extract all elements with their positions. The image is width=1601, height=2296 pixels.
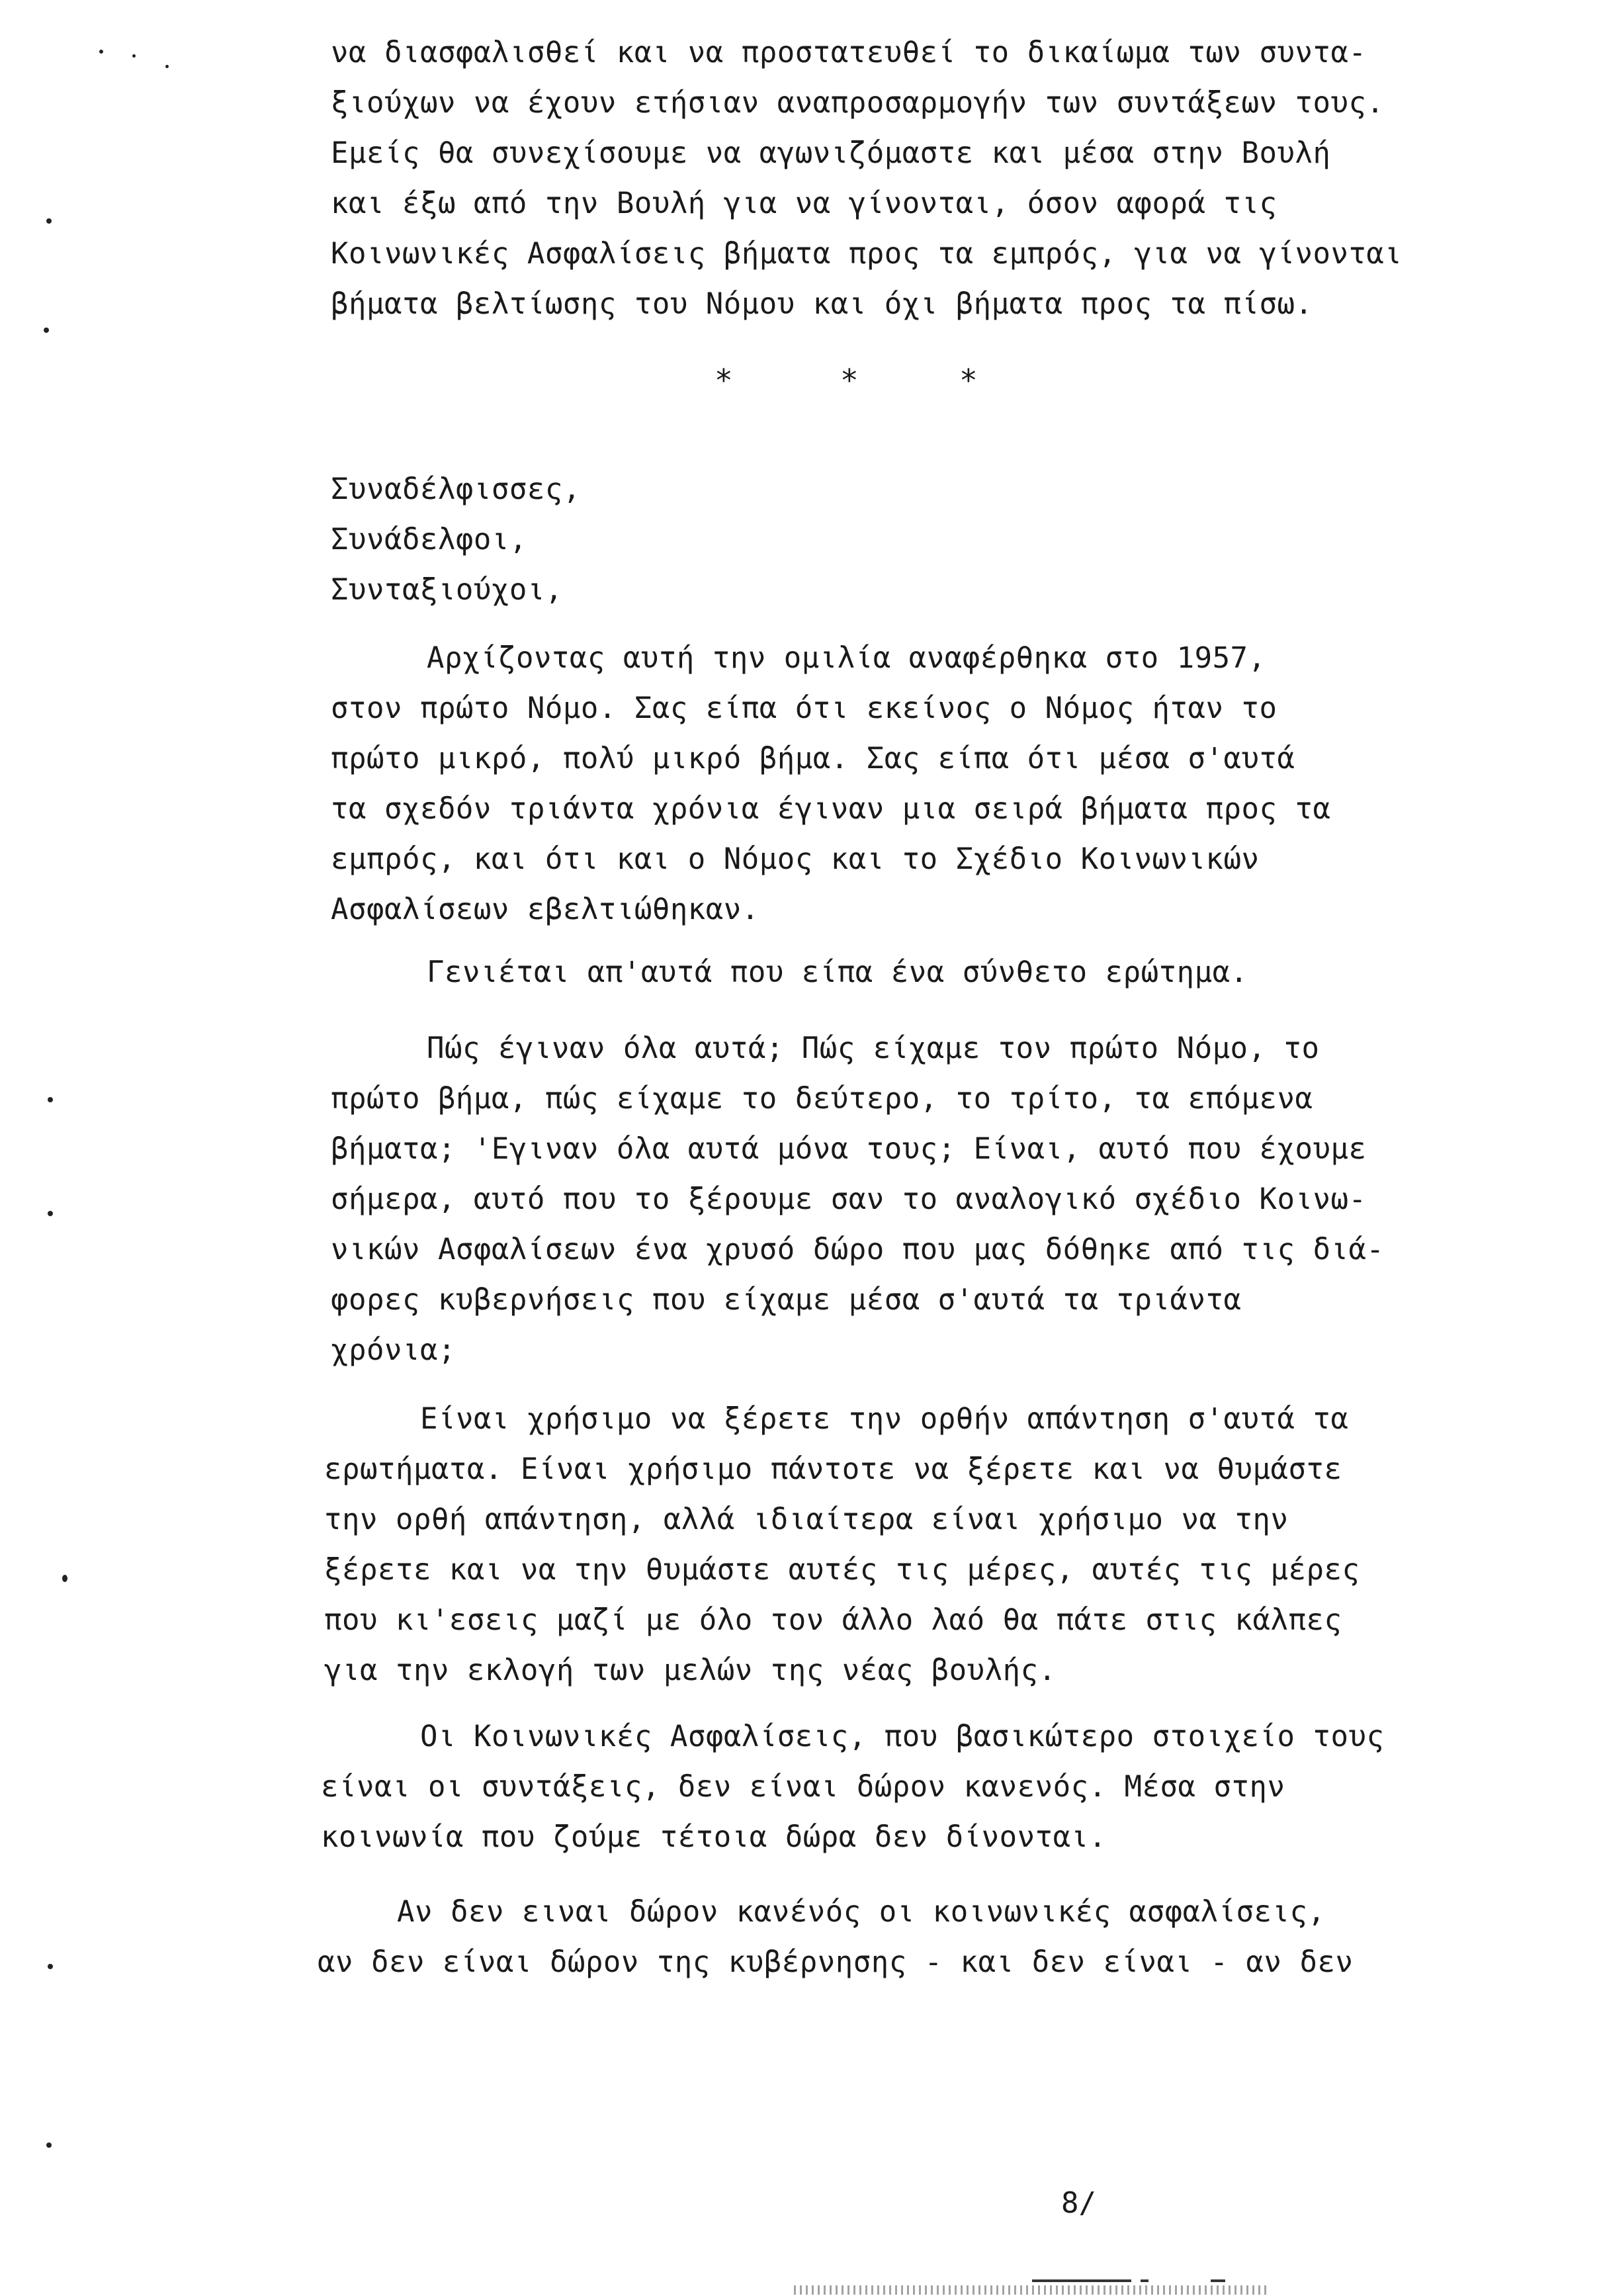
text-line: Ασφαλίσεων εβελτιώθηκαν. xyxy=(331,893,759,926)
page-number: 8/ xyxy=(1061,2186,1096,2220)
text-line: να διασφαλισθεί και να προστατευθεί το δικαίωμα των συντα- xyxy=(331,36,1367,69)
text-line: ξιούχων να έχουν ετήσιαν αναπροσαρμογήν των συντάξεων τους. xyxy=(331,86,1385,120)
text-line: τα σχεδόν τριάντα χρόνια έγιναν μια σειρά βήματα προς τα xyxy=(331,792,1331,826)
scan-speck xyxy=(99,50,103,54)
text-line: αν δεν είναι δώρον της κυβέρνησης - και δεν είναι - αν δεν xyxy=(318,1945,1354,1979)
text-line: σήμερα, αυτό που το ξέρουμε σαν το αναλογικό σχέδιο Κοινω- xyxy=(331,1182,1367,1216)
text-line: βήματα βελτίωσης του Νόμου και όχι βήματα προς τα πίσω. xyxy=(331,287,1313,321)
scan-speck xyxy=(46,218,52,224)
scan-noise xyxy=(794,2285,1270,2295)
text-line: Εμείς θα συνεχίσουμε να αγωνιζόμαστε και μέσα στην Βουλή xyxy=(331,136,1331,170)
scan-speck xyxy=(44,328,49,333)
text-line: την ορθή απάντηση, αλλά ιδιαίτερα είναι χρήσιμο να την xyxy=(324,1503,1289,1536)
text-line: πρώτο μικρό, πολύ μικρό βήμα. Σας είπα ότι μέσα σ'αυτά xyxy=(331,742,1295,775)
separator-star: * xyxy=(714,363,733,398)
text-line: για την εκλογή των μελών της νέας βουλής. xyxy=(324,1654,1057,1687)
text-line: χρόνια; xyxy=(331,1333,456,1367)
separator-star: * xyxy=(840,363,859,398)
text-line: νικών Ασφαλίσεων ένα χρυσό δώρο που μας δόθηκε από τις διά- xyxy=(331,1233,1385,1266)
text-line: είναι οι συντάξεις, δεν είναι δώρον κανενός. Μέσα στην xyxy=(321,1770,1285,1804)
scan-speck xyxy=(48,1097,53,1102)
text-line: Είναι χρήσιμο να ξέρετε την ορθήν απάντηση σ'αυτά τα xyxy=(420,1402,1349,1436)
scan-mark xyxy=(1211,2279,1225,2282)
scan-speck xyxy=(48,1964,53,1969)
scan-speck xyxy=(132,54,136,58)
text-line: και έξω από την Βουλή για να γίνονται, όσον αφορά τις xyxy=(331,187,1277,220)
text-line: ερωτήματα. Είναι χρήσιμο πάντοτε να ξέρετε και να θυμάστε xyxy=(324,1452,1342,1486)
text-line: βήματα; 'Εγιναν όλα αυτά μόνα τους; Είναι, αυτό που έχουμε xyxy=(331,1132,1367,1166)
scan-mark xyxy=(1141,2279,1148,2282)
text-line: Συναδέλφισσες, xyxy=(331,472,581,506)
text-line: Αρχίζοντας αυτή την ομιλία αναφέρθηκα στο 1957, xyxy=(427,641,1266,675)
text-line: Οι Κοινωνικές Ασφαλίσεις, που βασικώτερο στοιχείο τους xyxy=(420,1720,1385,1753)
text-line: πρώτο βήμα, πώς είχαμε το δεύτερο, το τρίτο, τα επόμενα xyxy=(331,1082,1313,1116)
text-line: κοινωνία που ζούμε τέτοια δώρα δεν δίνονται. xyxy=(321,1820,1107,1854)
separator-star: * xyxy=(959,363,978,398)
text-line: ξέρετε και να την θυμάστε αυτές τις μέρες, αυτές τις μέρες xyxy=(324,1553,1360,1587)
text-line: Συνάδελφοι, xyxy=(331,523,527,556)
text-line: φορες κυβερνήσεις που είχαμε μέσα σ'αυτά τα τριάντα xyxy=(331,1283,1242,1317)
scan-speck xyxy=(165,65,169,68)
text-line: στον πρώτο Νόμο. Σας είπα ότι εκείνος ο Νόμος ήταν το xyxy=(331,691,1277,725)
text-line: Συνταξιούχοι, xyxy=(331,573,563,607)
scan-mark xyxy=(1032,2279,1131,2282)
text-line: Πώς έγιναν όλα αυτά; Πώς είχαμε τον πρώτο Νόμο, το xyxy=(427,1032,1320,1065)
scan-speck xyxy=(48,1211,53,1216)
text-line: Γενιέται απ'αυτά που είπα ένα σύνθετο ερώτημα. xyxy=(427,955,1248,989)
text-line: Αν δεν ειναι δώρον κανένός οι κοινωνικές ασφαλίσεις, xyxy=(397,1895,1326,1929)
scan-speck xyxy=(62,1575,67,1582)
text-line: Κοινωνικές Ασφαλίσεις βήματα προς τα εμπρός, για να γίνονται xyxy=(331,237,1403,271)
text-line: εμπρός, και ότι και ο Νόμος και το Σχέδιο Κοινωνικών xyxy=(331,842,1260,876)
text-line: που κι'εσεις μαζί με όλο τον άλλο λαό θα πάτε στις κάλπες xyxy=(324,1603,1342,1637)
scan-speck xyxy=(46,2142,52,2148)
